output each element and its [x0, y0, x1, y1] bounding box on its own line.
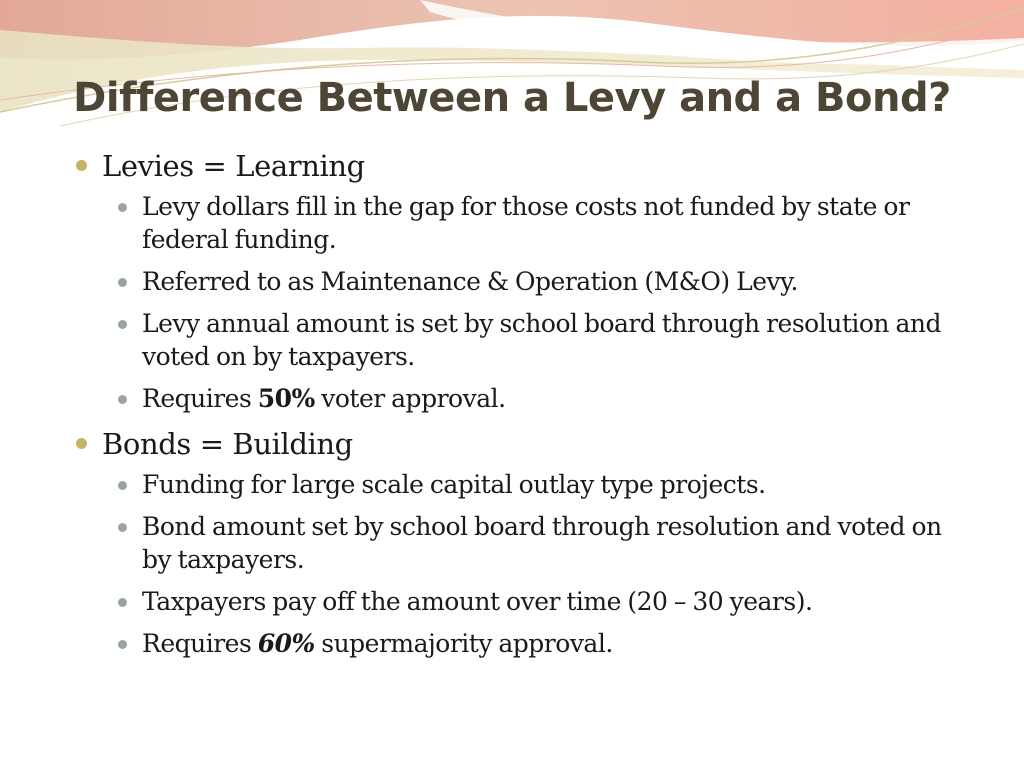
sub-bullet-dot-icon — [118, 278, 127, 287]
section-heading: Bonds = Building — [102, 427, 353, 461]
sub-bullet-dot-icon — [118, 481, 127, 490]
sub-bullet-suffix: voter approval. — [314, 384, 506, 413]
sub-bullet-text: Levy annual amount is set by school board through resolution and voted on by taxpayers. — [142, 309, 941, 371]
slide-content — [72, 146, 972, 669]
sub-bullet — [72, 510, 972, 576]
sub-bullet-dot-icon — [118, 203, 127, 212]
sub-bullet — [72, 190, 972, 256]
slide-title: Difference Between a Levy and a Bond? — [73, 75, 951, 121]
levy-approval-percent: 50% — [257, 384, 315, 413]
sub-bullet-dot-icon — [118, 523, 127, 532]
bullet-bonds-heading — [72, 424, 972, 464]
sub-bullet — [72, 468, 972, 501]
sub-bullet-prefix: Requires — [142, 629, 258, 658]
sub-bullet-dot-icon — [118, 640, 127, 649]
sub-bullet-prefix: Requires — [142, 384, 258, 413]
sub-bullet-text: Referred to as Maintenance & Operation (M&O) Levy. — [142, 267, 798, 296]
sub-bullet-text: Funding for large scale capital outlay type projects. — [142, 470, 766, 499]
sub-bullet-text: Levy dollars fill in the gap for those costs not funded by state or federal funding. — [142, 192, 910, 254]
sub-bullet-dot-icon — [118, 320, 127, 329]
sub-bullet-dot-icon — [118, 598, 127, 607]
sub-bullet-suffix: supermajority approval. — [314, 629, 613, 658]
sub-bullet — [72, 627, 972, 660]
sub-bullet-text: Taxpayers pay off the amount over time (20 – 30 years). — [142, 587, 813, 616]
bond-approval-percent: 60% — [257, 629, 315, 658]
bullet-levies-heading — [72, 146, 972, 186]
section-heading: Levies = Learning — [102, 149, 365, 183]
bullet-dot-icon — [76, 160, 87, 171]
sub-bullet-dot-icon — [118, 395, 127, 404]
sub-bullet — [72, 382, 972, 415]
sub-bullet-text: Bond amount set by school board through resolution and voted on by taxpayers. — [142, 512, 942, 574]
levies-sublist — [72, 190, 972, 415]
sub-bullet — [72, 307, 972, 373]
bullet-dot-icon — [76, 438, 87, 449]
bonds-sublist — [72, 468, 972, 660]
sub-bullet — [72, 265, 972, 298]
sub-bullet — [72, 585, 972, 618]
